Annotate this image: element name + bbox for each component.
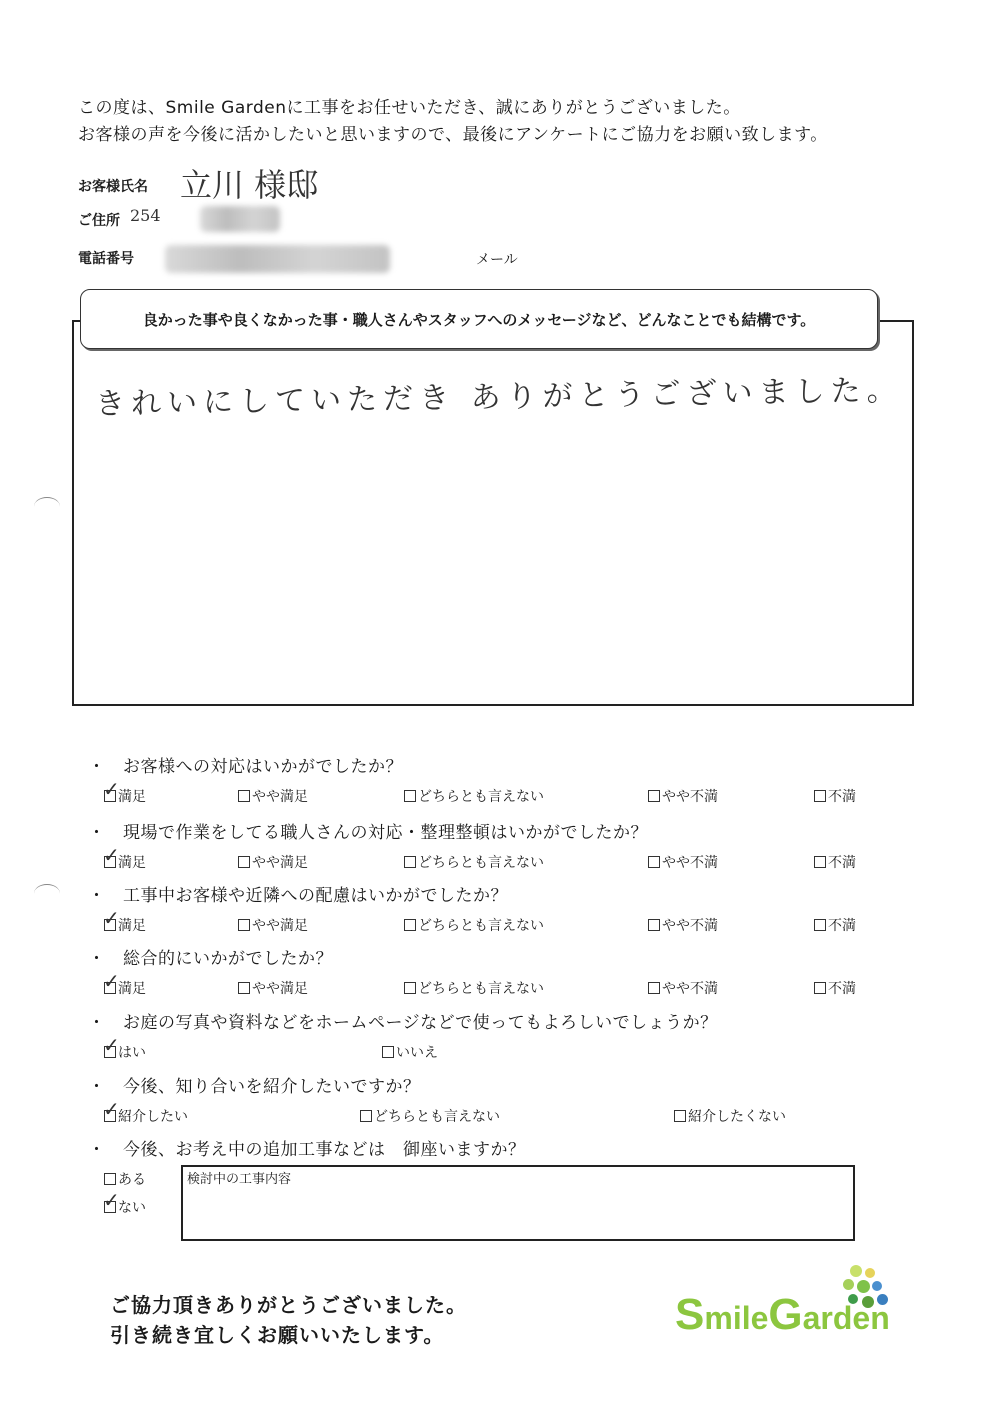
checkbox[interactable] [360,1110,372,1122]
q4-option-3[interactable] [404,978,544,998]
q2-option-4[interactable] [648,852,718,872]
q3-option-2[interactable] [238,915,308,935]
question-4: ・ 総合的にいかがでしたか？ [88,949,333,969]
checkbox[interactable] [104,1046,116,1058]
option-label: 満足 [118,855,146,871]
option-label: 紹介したい [118,1109,188,1125]
checkbox[interactable] [814,856,826,868]
question-3: ・ 工事中お客様や近隣への配慮はいかがでしたか？ [88,886,508,906]
option-label: どちらとも言えない [418,918,544,934]
question-2: ・ 現場で作業をしてる職人さんの対応・整理整頓はいかがでしたか？ [88,823,648,843]
q4-option-5[interactable] [814,978,856,998]
intro-line-1: この度は、Smile Gardenに工事をお任せいただき、誠にありがとうございました。 [78,98,741,118]
checkbox[interactable] [404,790,416,802]
address-redaction [200,206,280,232]
question-5: ・ お庭の写真や資料などをホームページなどで使ってもよろしいでしょうか？ [88,1013,718,1033]
checkbox[interactable] [238,919,250,931]
closing-message [110,1290,467,1350]
q1-option-4[interactable] [648,786,718,806]
q3-option-5[interactable] [814,915,856,935]
checkbox[interactable] [648,919,660,931]
checkbox[interactable] [814,982,826,994]
checkbox[interactable] [104,1110,116,1122]
q2-option-5[interactable] [814,852,856,872]
option-label: 紹介したくない [688,1109,786,1125]
q5-option-1[interactable] [104,1042,146,1062]
option-label: どちらとも言えない [418,789,544,805]
q6-option-1[interactable] [104,1106,188,1126]
intro-text [78,95,828,149]
message-prompt: 良かった事や良くなかった事・職人さんやスタッフへのメッセージなど、どんなことでも結構です。 [80,289,878,349]
q3-option-1[interactable] [104,915,146,935]
option-label: やや満足 [252,918,308,934]
option-label: ない [118,1200,146,1216]
q1-option-2[interactable] [238,786,308,806]
punch-hole-top [34,497,60,516]
q2-option-1[interactable] [104,852,146,872]
option-label: 満足 [118,789,146,805]
checkbox[interactable] [674,1110,686,1122]
address-label: ご住所 [78,213,120,229]
checkbox[interactable] [104,1173,116,1185]
option-label: 満足 [118,918,146,934]
checkbox[interactable] [404,982,416,994]
option-label: 不満 [828,789,856,805]
checkbox[interactable] [104,982,116,994]
option-label: やや不満 [662,918,718,934]
option-label: 不満 [828,855,856,871]
q5-option-2[interactable] [382,1042,438,1062]
q4-option-2[interactable] [238,978,308,998]
option-label: どちらとも言えない [374,1109,500,1125]
option-label: どちらとも言えない [418,855,544,871]
closing-line-1: ご協力頂きありがとうございました。 [110,1293,467,1317]
option-label: やや不満 [662,981,718,997]
name-label: お客様氏名 [78,179,148,195]
checkbox[interactable] [648,790,660,802]
q7-option-2[interactable] [104,1197,146,1217]
checkbox[interactable] [382,1046,394,1058]
plan-label: 検討中の工事内容 [187,1172,292,1187]
checkbox[interactable] [814,919,826,931]
option-label: いいえ [396,1045,438,1061]
checkbox[interactable] [404,919,416,931]
option-label: はい [118,1045,146,1061]
q3-option-4[interactable] [648,915,718,935]
name-value: 立川 様邸 [180,166,319,204]
option-label: やや満足 [252,981,308,997]
q1-option-3[interactable] [404,786,544,806]
smile-garden-logo: SmileGarden [675,1290,890,1339]
checkbox[interactable] [238,982,250,994]
checkbox[interactable] [238,856,250,868]
question-7: ・ 今後、お考え中の追加工事などは 御座いますか？ [88,1140,526,1160]
checkbox[interactable] [404,856,416,868]
checkbox[interactable] [648,856,660,868]
option-label: やや満足 [252,855,308,871]
q2-option-2[interactable] [238,852,308,872]
option-label: 不満 [828,918,856,934]
option-label: どちらとも言えない [418,981,544,997]
phone-redaction [165,245,390,273]
q4-option-1[interactable] [104,978,146,998]
punch-hole-bottom [34,884,60,903]
q2-option-3[interactable] [404,852,544,872]
option-label: ある [118,1172,146,1188]
q1-option-5[interactable] [814,786,856,806]
closing-line-2: 引き続き宜しくお願いいたします。 [110,1323,445,1347]
q6-option-2[interactable] [360,1106,500,1126]
q4-option-4[interactable] [648,978,718,998]
option-label: 満足 [118,981,146,997]
checkbox[interactable] [104,790,116,802]
intro-line-2: お客様の声を今後に活かしたいと思いますので、最後にアンケートにご協力をお願い致します。 [78,125,828,145]
address-value: 254 [130,206,161,225]
option-label: やや満足 [252,789,308,805]
q1-option-1[interactable] [104,786,146,806]
phone-label: 電話番号 [78,251,134,267]
question-1: ・ お客様への対応はいかがでしたか？ [88,757,403,777]
q3-option-3[interactable] [404,915,544,935]
q6-option-3[interactable] [674,1106,786,1126]
option-label: 不満 [828,981,856,997]
option-label: やや不満 [662,855,718,871]
mail-label: メール [476,252,518,268]
checkbox[interactable] [104,856,116,868]
checkbox[interactable] [238,790,250,802]
q7-option-1[interactable] [104,1169,146,1189]
checkbox[interactable] [104,919,116,931]
option-label: やや不満 [662,789,718,805]
question-6: ・ 今後、知り合いを紹介したいですか？ [88,1077,421,1097]
handwritten-message: きれいにしていただき ありがとうございました。 [94,372,903,423]
checkbox[interactable] [104,1201,116,1213]
checkbox[interactable] [648,982,660,994]
checkbox[interactable] [814,790,826,802]
